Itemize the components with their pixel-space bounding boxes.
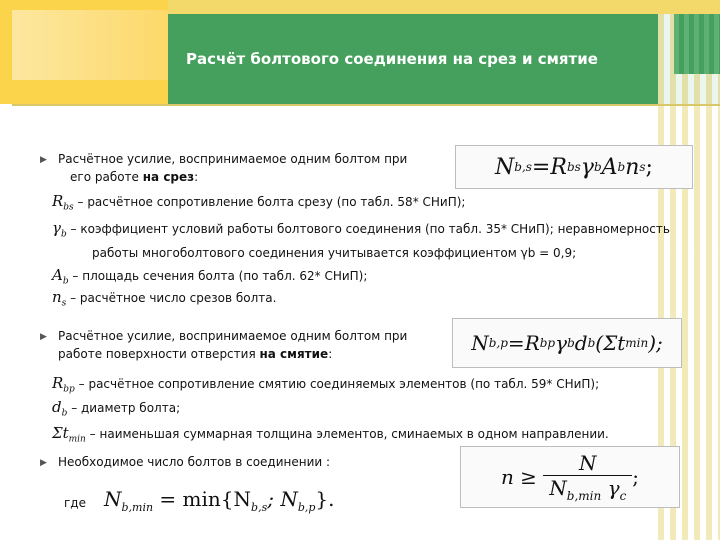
formula-shear-capacity: N b,s = R bs γ b A b n s ; — [455, 145, 693, 189]
slide-title: Расчёт болтового соединения на срез и смятие — [186, 50, 598, 68]
section2-text-line2: работе поверхности отверстия на смятие: — [58, 347, 333, 361]
formula-bolt-count: n ≥ $\frac{N}{N_{b,min} \gamma_c}$ ; — [460, 446, 680, 508]
header-yellow-panel — [12, 10, 168, 80]
definition-gamma-b: $\gamma_b$ – коэффициент условий работы болтового соединения (по табл. 35* СНиП); неравномерность — [52, 219, 670, 240]
header-divider — [12, 104, 720, 106]
bullet-arrow-icon: ▶ — [40, 458, 47, 468]
formula-nb-min: $N_{b,min} = \min\{N_{b,s}$; $N_{b,p}$}. — [104, 487, 335, 514]
header-stripe-decoration — [674, 14, 720, 74]
definition-rbs: $R_{bs}$ – расчётное сопротивление болта срезу (по табл. 58* СНиП); — [52, 192, 466, 213]
definition-db: $d_b$ – диаметр болта; — [52, 398, 181, 419]
where-label: где — [64, 496, 86, 510]
bullet-arrow-icon: ▶ — [40, 332, 47, 342]
section1-text-line2: его работе на срез: — [70, 170, 199, 184]
definition-ab: $A_b$ – площадь сечения болта (по табл. 62* СНиП); — [52, 266, 368, 287]
section3-text-line1: Необходимое число болтов в соединении : — [58, 455, 331, 469]
fraction: $\frac{N}{N_{b,min} \gamma_c}$ — [543, 451, 632, 503]
section2-text-line1: Расчётное усилие, воспринимаемое одним болтом при — [58, 329, 408, 343]
formula-bearing-capacity: N b,p = R bp γ b d b (Σt min ); — [452, 318, 682, 368]
section1-text-line1: Расчётное усилие, воспринимаемое одним болтом при — [58, 152, 408, 166]
definition-gamma-b-continued: работы многоболтового соединения учитывается коэффициентом γb = 0,9; — [92, 246, 577, 260]
bullet-arrow-icon: ▶ — [40, 155, 47, 165]
header-top-strip — [168, 0, 720, 14]
definition-rbp: $R_{bp}$ – расчётное сопротивление смятию соединяемых элементов (по табл. 59* СНиП); — [52, 374, 600, 395]
definition-tmin: $\Sigma t_{min}$ – наименьшая суммарная толщина элементов, сминаемых в одном направлении. — [52, 424, 609, 445]
definition-ns: $n_s$ – расчётное число срезов болта. — [52, 288, 277, 309]
